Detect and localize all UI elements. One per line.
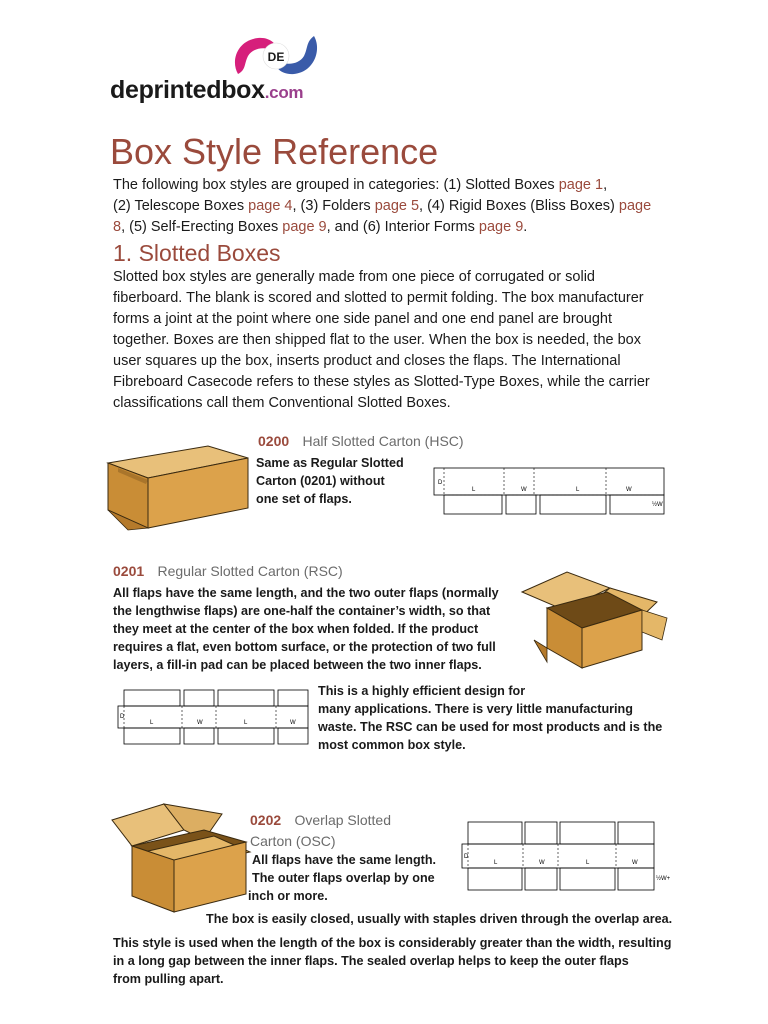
osc-label-w1: W: [539, 860, 545, 866]
osc-name-line1: Overlap Slotted: [294, 812, 391, 828]
rsc-code: 0201: [113, 563, 145, 579]
rsc-note: This is a highly efficient design for many applications. There is very little manufacturing waste. The RSC can be used for most products and is the most common box style.: [318, 684, 663, 752]
section-paragraph: Slotted box styles are generally made from one piece of corrugated or solid fiberboard. The blank is scored and slotted to permit folding. The box manufacturer forms a joint at the point where one side panel and one end panel are brought together. Boxes are then shipped flat to the user. When the box is needed, the box user squares up the box, inserts product and closes the flaps. The International Fibreboard Casecode refers to these styles as Slotted-Type Boxes, while the carrier classifications call them Conventional Slotted Boxes.: [113, 269, 650, 411]
link-page-1[interactable]: page 1: [558, 177, 604, 193]
hsc-name: Half Slotted Carton (HSC): [302, 433, 464, 449]
rsc-blank-diagram: [114, 688, 314, 748]
hsc-blank-diagram: [430, 466, 670, 518]
hsc-label-d: D: [438, 480, 443, 486]
hsc-box-illustration: [98, 438, 258, 538]
link-page-8-part1[interactable]: page: [618, 198, 652, 214]
osc-description: All flaps have the same length. The outer flaps overlap by one inch or more.: [248, 853, 437, 903]
rsc-box-illustration: [512, 570, 677, 680]
osc-blank-diagram: [458, 818, 678, 894]
hsc-label-l2: L: [576, 487, 580, 493]
rsc-label-w2: W: [290, 720, 296, 726]
hsc-heading: [258, 433, 464, 451]
osc-box-illustration: [104, 800, 254, 918]
logo-wordmark: [110, 76, 303, 105]
rsc-description: All flaps have the same length, and the two outer flaps (normally the lengthwise flaps) are one-half the container’s width, so that they meet at the center of the box when folded. If the product requires a flat, even bottom surface, or the protection of two full layers, a fill-in pad can be placed between the two inner flaps.: [113, 586, 499, 672]
rsc-label-w1: W: [197, 720, 203, 726]
osc-label-flap: ½W+: [656, 876, 671, 882]
link-page-8-part2[interactable]: 8: [113, 219, 122, 235]
rsc-label-l2: L: [244, 720, 248, 726]
page-title: Box Style Reference: [110, 131, 439, 172]
rsc-heading: [113, 563, 343, 581]
logo-badge-text: DE: [267, 50, 285, 64]
hsc-description: Same as Regular Slotted Carton (0201) without one set of flaps.: [256, 456, 404, 506]
link-page-9a[interactable]: page 9: [282, 219, 327, 235]
link-page-9b[interactable]: page 9: [478, 219, 524, 235]
osc-description-bottom: This style is used when the length of the box is considerably greater than the width, resulting in a long gap between the inner flaps. The sealed overlap helps to keep the outer flaps from pulling apart.: [113, 936, 672, 986]
rsc-name: Regular Slotted Carton (RSC): [157, 563, 343, 579]
intro-paragraph: The following box styles are grouped in categories: (1) Slotted Boxes page 1, (2) Telescope Boxes page 4, (3) Folders page 5, (4) Rigid Boxes (Bliss Boxes) page 8, (5) Self-Erecting Boxes page 9, and (6) Interior Forms page 9.: [113, 177, 652, 235]
osc-heading: [250, 810, 391, 852]
osc-label-l2: L: [586, 860, 590, 866]
osc-description-wide: The box is easily closed, usually with staples driven through the overlap area.: [206, 912, 673, 926]
osc-label-d: D: [464, 854, 469, 860]
link-page-5[interactable]: page 5: [374, 198, 420, 214]
hsc-label-l1: L: [472, 487, 476, 493]
osc-label-w2: W: [632, 860, 638, 866]
hsc-label-w2: W: [626, 487, 632, 493]
logo-tld: .com: [264, 83, 304, 102]
section-heading: 1. Slotted Boxes: [113, 240, 281, 266]
rsc-label-l1: L: [150, 720, 154, 726]
hsc-label-w1: W: [521, 487, 527, 493]
logo-mark: [228, 30, 324, 82]
logo-name: deprintedbox: [110, 76, 265, 104]
hsc-label-flap: ½W: [652, 502, 663, 508]
osc-name-line2: Carton (OSC): [250, 833, 336, 849]
osc-label-l1: L: [494, 860, 498, 866]
rsc-label-d: D: [120, 714, 125, 720]
hsc-code: 0200: [258, 433, 290, 449]
osc-code: 0202: [250, 812, 282, 828]
link-page-4[interactable]: page 4: [248, 198, 293, 214]
